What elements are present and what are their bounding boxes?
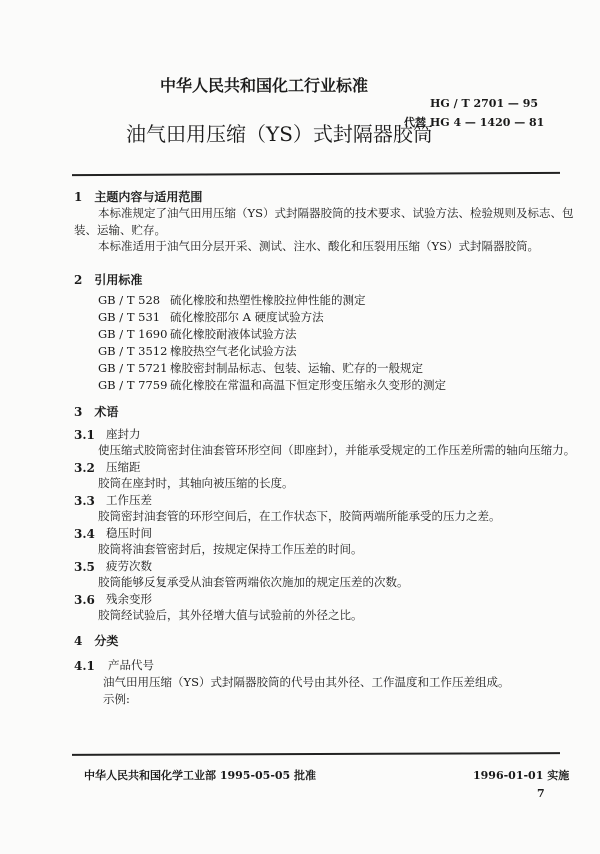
subsection-4-1-num: 4.1 xyxy=(74,659,95,673)
term-name: 工作压差 xyxy=(106,493,152,507)
page-number: 7 xyxy=(537,787,545,800)
section-2-heading: 2 引用标准 xyxy=(74,273,143,287)
reference-code: GB / T 531 xyxy=(98,310,161,324)
reference-title: 橡胶密封制品标志、包装、运输、贮存的一般规定 xyxy=(170,361,423,375)
term-number: 3.4 xyxy=(74,527,95,541)
reference-title: 橡胶热空气老化试验方法 xyxy=(170,344,297,358)
term-definition: 使压缩式胶筒密封住油套管环形空间（即座封），并能承受规定的工作压差所需的轴向压缩力。 xyxy=(98,443,576,457)
term-name: 压缩距 xyxy=(106,460,141,474)
reference-code: GB / T 1690 xyxy=(98,327,168,341)
term-definition: 胶筒密封油套管的环形空间后，在工作状态下，胶筒两端所能承受的压力之差。 xyxy=(98,509,501,523)
footer-rule xyxy=(72,752,560,756)
section-3-heading: 3 术语 xyxy=(74,405,119,419)
term-number: 3.2 xyxy=(74,461,95,475)
term-definition: 胶筒能够反复承受从油套管两端依次施加的规定压差的次数。 xyxy=(98,575,409,589)
term-definition: 胶筒将油套管密封后，按规定保持工作压差的时间。 xyxy=(98,542,363,556)
example-label: 示例: xyxy=(103,692,130,706)
term-number: 3.3 xyxy=(74,494,95,508)
subsection-4-1-title: 产品代号 xyxy=(108,658,154,672)
term-number: 3.5 xyxy=(74,560,95,574)
reference-title: 硫化橡胶耐液体试验方法 xyxy=(170,327,297,341)
reference-code: GB / T 5721 xyxy=(98,361,168,375)
section-1-para: 本标准规定了油气田用压缩（YS）式封隔器胶筒的技术要求、试验方法、检验规则及标志、包 xyxy=(98,206,574,220)
standard-code: HG / T 2701 — 95 xyxy=(430,97,539,110)
term-name: 疲劳次数 xyxy=(106,559,152,573)
term-name: 残余变形 xyxy=(106,592,152,606)
term-definition: 胶筒经试验后，其外径增大值与试验前的外径之比。 xyxy=(98,608,363,622)
reference-code: GB / T 3512 xyxy=(98,344,168,358)
header-rule xyxy=(72,172,560,176)
document-title: 油气田用压缩（YS）式封隔器胶筒 xyxy=(126,122,433,146)
reference-code: GB / T 7759 xyxy=(98,378,168,392)
reference-code: GB / T 528 xyxy=(98,293,161,307)
term-number: 3.6 xyxy=(74,593,95,607)
reference-title: 硫化橡胶邵尔 A 硬度试验方法 xyxy=(170,310,324,324)
term-definition: 胶筒在座封时，其轴向被压缩的长度。 xyxy=(98,476,294,490)
section-1-heading: 1 主题内容与适用范围 xyxy=(74,190,203,204)
section-1-para-2: 本标准适用于油气田分层开采、测试、注水、酸化和压裂用压缩（YS）式封隔器胶筒。 xyxy=(98,239,539,253)
reference-title: 硫化橡胶在常温和高温下恒定形变压缩永久变形的测定 xyxy=(170,378,446,392)
org-standard-label: 中华人民共和国化工行业标准 xyxy=(160,76,369,95)
effective-date: 1996-01-01 实施 xyxy=(473,769,570,782)
approval-line: 中华人民共和国化学工业部 1995-05-05 批准 xyxy=(84,769,317,782)
section-1-para-cont: 装、运输、贮存。 xyxy=(74,223,166,237)
term-name: 稳压时间 xyxy=(106,526,152,540)
term-number: 3.1 xyxy=(74,428,95,442)
term-name: 座封力 xyxy=(106,427,141,441)
subsection-4-1-text: 油气田用压缩（YS）式封隔器胶筒的代号由其外径、工作温度和工作压差组成。 xyxy=(103,675,510,689)
replaces-code: 代替 HG 4 — 1420 — 81 xyxy=(404,116,545,129)
section-4-heading: 4 分类 xyxy=(74,634,119,648)
reference-title: 硫化橡胶和热塑性橡胶拉伸性能的测定 xyxy=(170,293,366,307)
